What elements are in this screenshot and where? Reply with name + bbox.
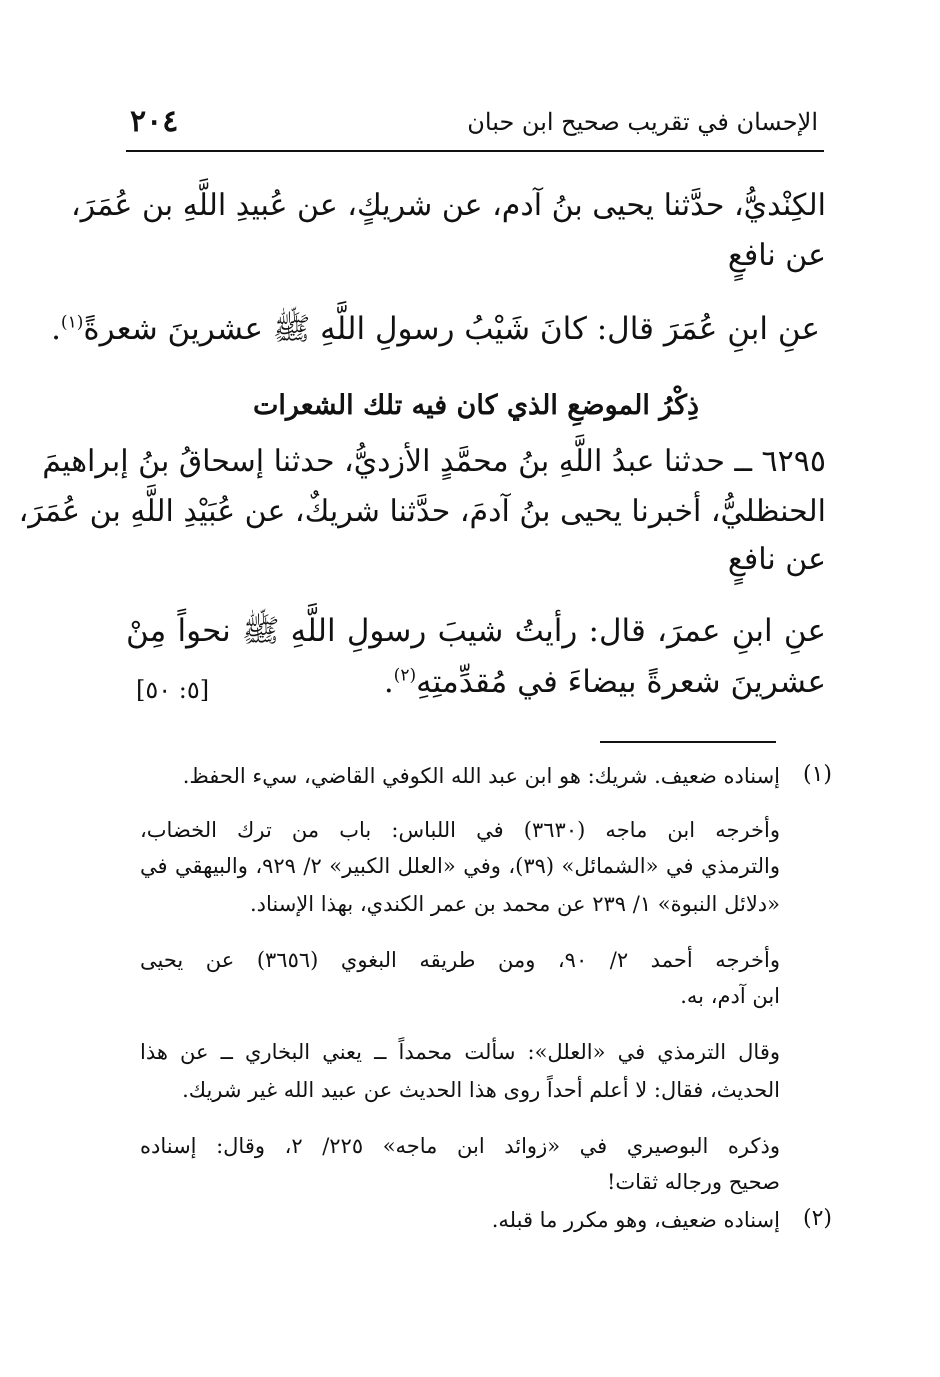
footnote-marker-1: (١) bbox=[60, 312, 84, 333]
isnad2-line-2: الحنظليُّ، أخبرنا يحيى بنُ آدمَ، حدَّثنا شريكٌ، عن عُبَيْدِ اللَّهِ بن عُمَرَ، bbox=[18, 494, 826, 529]
footnote-marker-2: (٢) bbox=[393, 665, 417, 686]
footnote-1-para-5-line-2: صحيح ورجاله ثقات! bbox=[606, 1170, 780, 1194]
footnote-1-para-2-line-3: «دلائل النبوة» ١/ ٢٣٩ عن محمد بن عمر الكندي، بهذا الإسناد. bbox=[249, 892, 780, 916]
chapter-heading: ذِكْرُ الموضعِ الذي كان فيه تلك الشعرات bbox=[252, 390, 700, 421]
hadith-text-2-line-1: عنِ ابنِ عمرَ، قال: رأيتُ شيبَ رسولِ اللَّهِ ﷺ نحواً مِنْ bbox=[126, 613, 826, 649]
footnote-1-para-2-line-2: والترمذي في «الشمائل» (٣٩)، وفي «العلل الكبير» ٢/ ٩٢٩، والبيهقي في bbox=[140, 854, 780, 878]
footnote-number-2: (٢) bbox=[802, 1206, 832, 1231]
isnad2-line-1: ٦٢٩٥ ــ حدثنا عبدُ اللَّهِ بنُ محمَّدٍ الأزديُّ، حدثنا إسحاقُ بنُ إبراهيمَ bbox=[42, 444, 826, 479]
footnote-1-para-3-line-1: وأخرجه أحمد ٢/ ٩٠، ومن طريقه البغوي (٣٦٥٦) عن يحيى bbox=[140, 948, 780, 972]
footnote-1-para-4-line-2: الحديث، فقال: لا أعلم أحداً روى هذا الحديث عن عبيد الله غير شريك. bbox=[182, 1078, 780, 1102]
footnote-number-1: (١) bbox=[802, 762, 832, 787]
footnote-1-para-5-line-1: وذكره البوصيري في «زوائد ابن ماجه» ٢٢٥/ ٢، وقال: إسناده bbox=[140, 1134, 780, 1158]
footnote-1-para-1-line-1: إسناده ضعيف. شريك: هو ابن عبد الله الكوفي القاضي، سيء الحفظ. bbox=[182, 764, 780, 788]
isnad2-line-3: عن نافعٍ bbox=[727, 542, 826, 577]
book-title: الإحسان في تقريب صحيح ابن حبان bbox=[467, 108, 818, 136]
hadith-text-1 bbox=[51, 310, 820, 355]
hadith-text-2-line-2 bbox=[384, 664, 826, 700]
hadith-text-2-end: . bbox=[383, 664, 394, 700]
source-reference: [٥: ٥٠] bbox=[136, 676, 210, 704]
footnote-1-para-2-line-1: وأخرجه ابن ماجه (٣٦٣٠) في اللباس: باب من ترك الخضاب، bbox=[140, 818, 780, 842]
footnote-1-para-4-line-1: وقال الترمذي في «العلل»: سألت محمداً ــ يعني البخاري ــ عن هذا bbox=[140, 1040, 780, 1064]
hadith-text-1-end: . bbox=[51, 311, 61, 347]
header-rule bbox=[126, 150, 824, 152]
isnad-line-2: عن نافعٍ bbox=[727, 238, 826, 273]
footnote-rule bbox=[600, 741, 776, 743]
hadith-text-2-body: عشرينَ شعرةً بيضاءَ في مُقدِّمتِهِ bbox=[416, 664, 826, 700]
isnad-line-1: الكِنْديُّ، حدَّثنا يحيى بنُ آدم، عن شريكٍ، عن عُبيدِ اللَّهِ بن عُمَرَ، bbox=[70, 188, 826, 223]
hadith-text-1-body: عنِ ابنِ عُمَرَ قال: كانَ شَيْبُ رسولِ اللَّهِ ﷺ عشرينَ شعرةً bbox=[83, 311, 820, 347]
footnote-2-para-1-line-1: إسناده ضعيف، وهو مكرر ما قبله. bbox=[491, 1208, 780, 1232]
page-number: ٢٠٤ bbox=[130, 104, 179, 139]
footnote-1-para-3-line-2: ابن آدم، به. bbox=[680, 984, 780, 1008]
